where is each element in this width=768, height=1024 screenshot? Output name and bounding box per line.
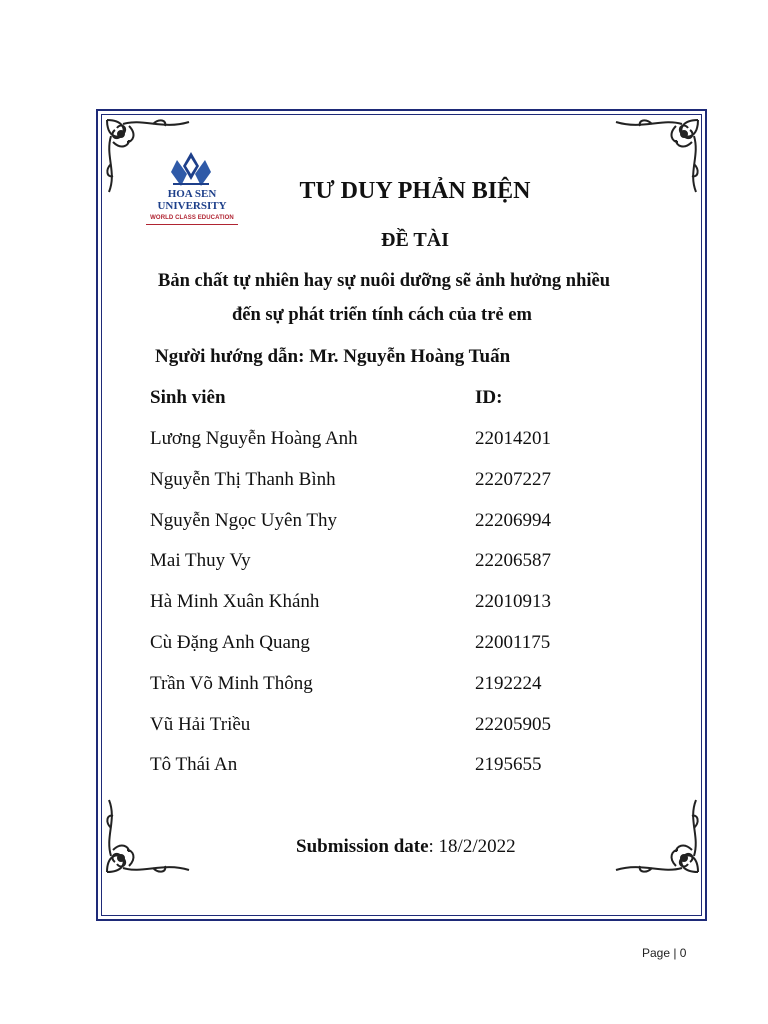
students-header-name: Sinh viên [150,387,226,408]
student-row [150,673,610,714]
students-header-id: ID: [475,387,503,408]
student-name: Cù Đặng Anh Quang [150,631,310,653]
student-row [150,510,610,551]
student-name: Tô Thái An [150,754,238,776]
submission-label: Submission date [296,836,429,857]
student-row [150,550,610,591]
logo-underline [146,224,238,225]
advisor-line: Người hướng dẫn: Mr. Nguyễn Hoàng Tuấn [155,346,511,367]
student-list [150,428,610,795]
student-row [150,469,610,510]
student-name: Mai Thuy Vy [150,550,251,572]
student-id: 22010913 [475,591,551,613]
student-id: 22014201 [475,428,551,449]
student-name: Vũ Hải Triều [150,713,251,735]
logo-name-line2: UNIVERSITY [157,200,227,212]
student-row [150,632,610,673]
student-row [150,754,610,795]
corner-ornament-bottom-right [610,796,702,876]
submission-value: : 18/2/2022 [428,836,516,857]
student-row [150,714,610,755]
document-subtitle: ĐỀ TÀI [381,229,449,251]
student-name: Nguyễn Thị Thanh Bình [150,468,336,490]
student-id: 22206994 [475,509,551,531]
student-id: 22001175 [475,631,551,653]
logo-tagline: WORLD CLASS EDUCATION [150,215,234,221]
student-id: 22205905 [475,713,551,735]
page-number: Page | 0 [642,946,687,960]
document-title: TƯ DUY PHẢN BIỆN [299,178,531,204]
student-row [150,428,610,469]
topic-line-1: Bản chất tự nhiên hay sự nuôi dưỡng sẽ ảnh hưởng nhiều [158,271,611,291]
student-name: Nguyễn Ngọc Uyên Thy [150,509,337,531]
student-name: Hà Minh Xuân Khánh [150,591,320,613]
corner-ornament-bottom-left [103,796,195,876]
student-name: Lương Nguyễn Hoàng Anh [150,428,358,449]
student-id: 22206587 [475,550,551,572]
submission-date [296,836,516,858]
student-id: 2195655 [475,754,542,776]
student-id: 22207227 [475,468,551,490]
student-id: 2192224 [475,672,542,694]
logo-name-line1: HOA SEN [167,188,217,200]
student-row [150,591,610,632]
topic-line-2: đến sự phát triển tính cách của trẻ em [232,305,532,325]
student-name: Trần Võ Minh Thông [150,672,313,694]
